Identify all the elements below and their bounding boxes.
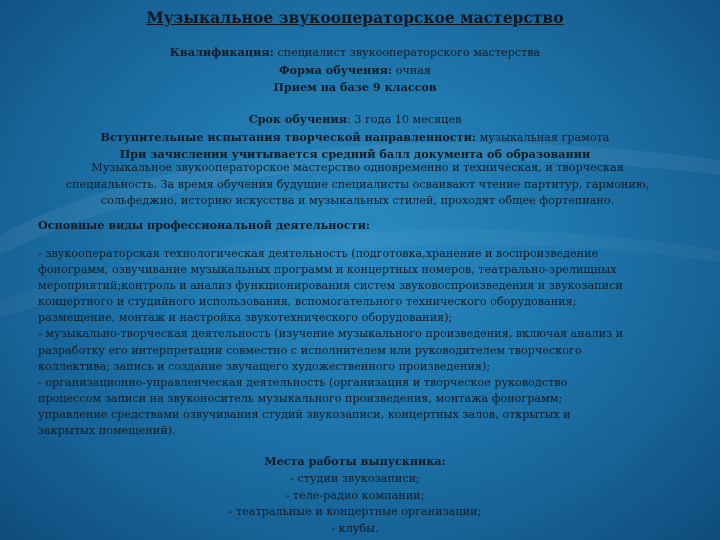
admission-line xyxy=(0,79,710,97)
workplaces-block xyxy=(0,453,710,538)
activities-line: - звукооператорская технологическая деятельность (подготовка,хранение и воспроизведение xyxy=(38,247,599,260)
entrance-exams-value: музыкальная грамота xyxy=(476,130,610,144)
study-details xyxy=(0,111,710,164)
study-form-label: Форма обучения: xyxy=(279,62,393,77)
qualification-line xyxy=(0,44,710,62)
workplace-item: - теле-радио компании; xyxy=(285,488,425,502)
slide-title: Музыкальное звукооператорское мастерство xyxy=(146,8,564,27)
admission-text: Прием на базе 9 классов xyxy=(273,80,437,94)
workplaces-heading xyxy=(0,453,710,471)
workplace-item: - клубы. xyxy=(331,522,379,536)
activities-line: коллектива; запись и создание звучащего художественного произведения); xyxy=(38,359,491,373)
activities-line: - музыкально-творческая деятельность (изучение музыкального произведения, включая анализ и xyxy=(38,327,624,341)
activities-line: закрытых помещений). xyxy=(38,424,176,438)
activities-line: процессом записи на звуконоситель музыкального произведения, монтажа фонограмм; xyxy=(38,391,563,405)
activities-list xyxy=(38,246,678,439)
program-description xyxy=(30,160,685,210)
description-line: специальность. За время обучения будущие специалисты осваивают чтение партитур, гармонию, xyxy=(65,177,650,191)
activities-line: концертного и студийного использования, вспомогательного технического оборудования; xyxy=(38,295,577,309)
activities-line: разработку его интерпретации совместно с исполнителем или руководителем творческого xyxy=(38,343,582,357)
description-line: Музыкальное звукооператорское мастерство одновременно и техническая, и творческая xyxy=(91,161,624,174)
duration-value: : 3 года 10 месяцев xyxy=(347,113,462,126)
entrance-exams-line xyxy=(0,129,710,147)
entrance-exams-label: Вступительные испытания творческой направленности: xyxy=(100,129,477,144)
activities-line: фонограмм, озвучивание музыкальных программ и концертных номеров, театрально-зрелищных xyxy=(38,263,617,277)
workplace-item: - театральные и концертные организации; xyxy=(228,505,482,519)
activities-heading: Основные виды профессиональной деятельности: xyxy=(38,218,371,232)
workplaces-heading-text: Места работы выпускника: xyxy=(264,454,446,468)
program-info xyxy=(0,44,710,97)
activities-line: управление средствами озвучивания студий звукозаписи, концертных залов, открытых и xyxy=(38,407,571,421)
duration-line xyxy=(0,111,710,129)
activities-line: мероприятий;контроль и анализ функционирования систем звуковоспроизведения и звукозаписи xyxy=(38,279,623,293)
activities-line: - организационно-управленческая деятельность (организация и творческое руководство xyxy=(38,375,568,389)
activities-line: размещение, монтаж и настройка звукотехнического оборудования); xyxy=(38,311,453,325)
study-form-line xyxy=(0,62,710,80)
description-line: сольфеджио, историю искусства и музыкальных стилей, проходят общее фортепиано. xyxy=(100,194,615,207)
qualification-label: Квалификация: xyxy=(169,45,274,59)
study-form-value: очная xyxy=(392,63,431,77)
duration-label: Срок обучения xyxy=(248,112,348,126)
score-note: При зачислении учитывается средний балл документа об образовании xyxy=(119,147,591,161)
qualification-value: специалист звукооператорского мастерства xyxy=(273,46,541,59)
workplace-item: - студии звукозаписи; xyxy=(290,471,420,485)
